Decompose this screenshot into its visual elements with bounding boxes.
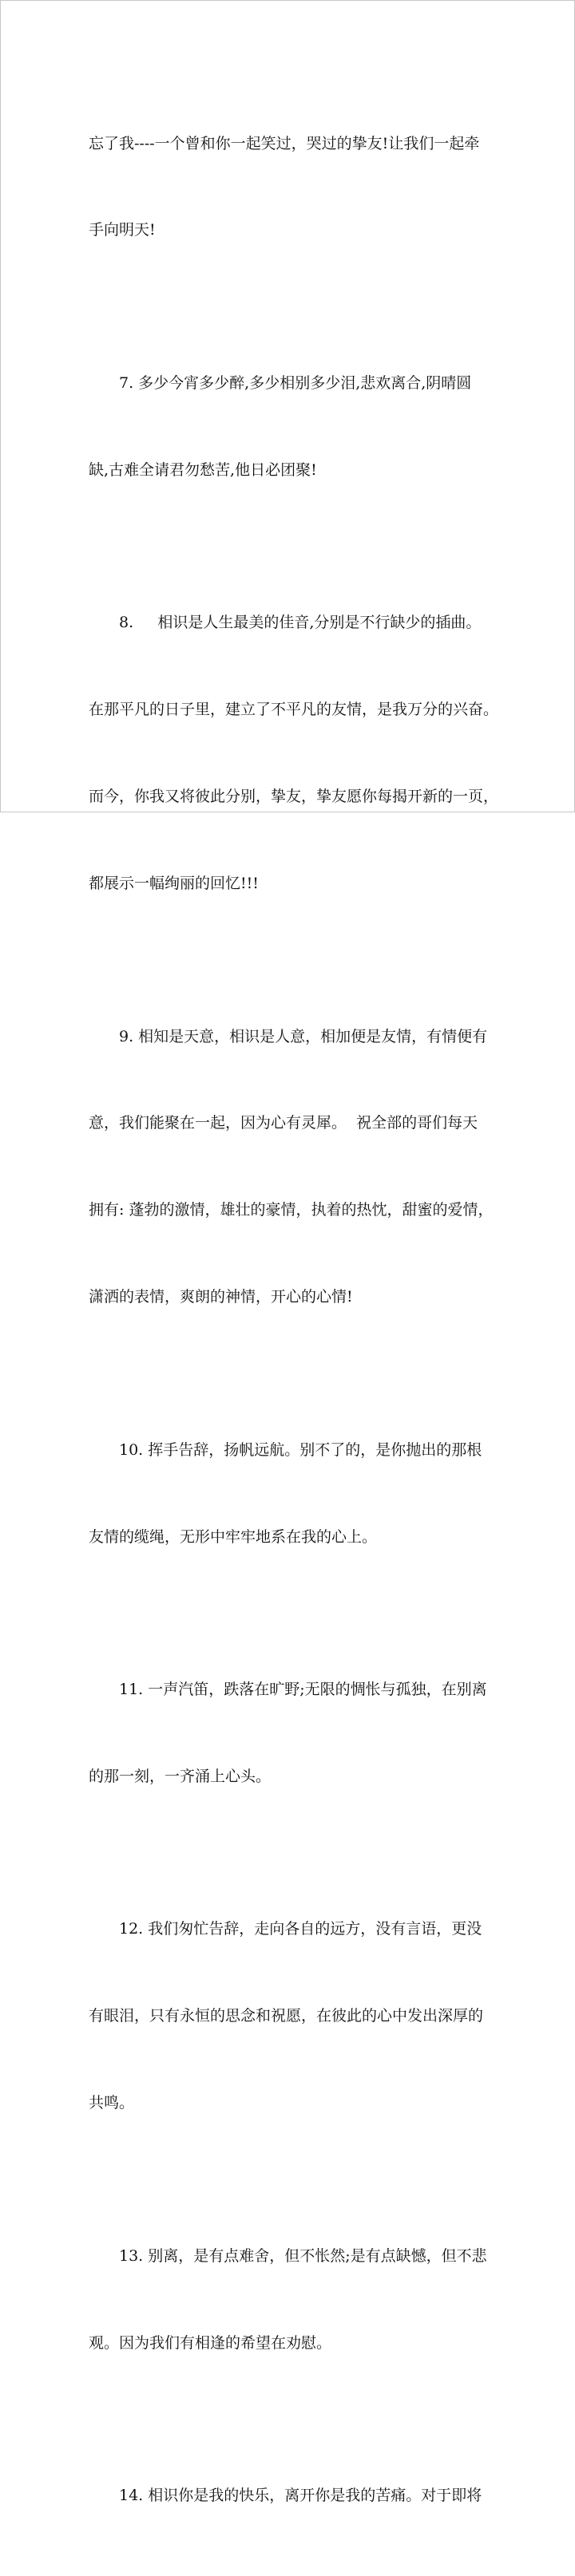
text-line: 8. 相识是人生最美的佳音,分别是不行缺少的插曲。: [119, 614, 482, 632]
text-line: 的那一刻，一齐涌上心头。: [89, 1767, 272, 1785]
text-line: 在那平凡的日子里，建立了不平凡的友情，是我万分的兴奋。: [89, 701, 499, 719]
paragraph-item-14: [89, 2423, 488, 2567]
text-line: 11. 一声汽笛，跌落在旷野;无限的惆怅与孤独，在别离: [119, 1681, 487, 1699]
paragraph-item-10: [89, 1377, 488, 1609]
paragraph-continuation: [89, 71, 488, 302]
text-line: 忘了我----一个曾和你一起笑过，哭过的挚友!让我们一起牵: [89, 134, 480, 152]
text-line: 12. 我们匆忙告辞，走向各自的远方，没有言语，更没: [119, 1920, 482, 1938]
paragraph-item-8: [89, 551, 499, 956]
text-line: 友情的缆绳，无形中牢牢地系在我的心上。: [89, 1527, 378, 1546]
text-line: 意，我们能聚在一起，因为心有灵犀。 祝全部的哥们每天: [89, 1114, 478, 1132]
text-line: 观。因为我们有相逢的希望在劝慰。: [89, 2333, 332, 2352]
document-body: [89, 71, 499, 2576]
text-line: 而今，你我又将彼此分别，挚友，挚友愿你每揭开新的一页，: [89, 788, 499, 806]
text-line: 都展示一幅绚丽的回忆!!!: [89, 875, 259, 893]
paragraph-item-7: [89, 310, 488, 542]
text-line: 7. 多少今宵多少醉,多少相别多少泪,悲欢离合,阴晴圆: [119, 373, 472, 392]
text-line: 14. 相识你是我的快乐，离开你是我的苦痛。对于即将: [119, 2487, 482, 2505]
paragraph-item-13: [89, 2183, 488, 2415]
text-line: 9. 相知是天意，相识是人意，相加便是友情，有情便有: [119, 1027, 488, 1045]
text-line: 手向明天!: [89, 221, 156, 239]
text-line: 共鸣。: [89, 2094, 135, 2112]
paragraph-item-9: [89, 964, 494, 1369]
text-line: 有眼泪，只有永恒的思念和祝愿，在彼此的心中发出深厚的: [89, 2007, 484, 2025]
text-line: 拥有: 蓬勃的激情，雄壮的豪情，执着的热忱，甜蜜的爱情，: [89, 1201, 494, 1219]
text-line: 潇洒的表情，爽朗的神情，开心的心情!: [89, 1288, 353, 1306]
paragraph-item-11: [89, 1617, 488, 1848]
text-line: 缺,古难全请君勿愁苦,他日必团聚!: [89, 460, 317, 479]
text-line: 13. 别离，是有点难舍，但不怅然;是有点缺憾，但不悲: [119, 2246, 487, 2265]
paragraph-item-12: [89, 1857, 488, 2175]
text-line: 10. 挥手告辞，扬帆远航。别不了的，是你抛出的那根: [119, 1440, 482, 1459]
